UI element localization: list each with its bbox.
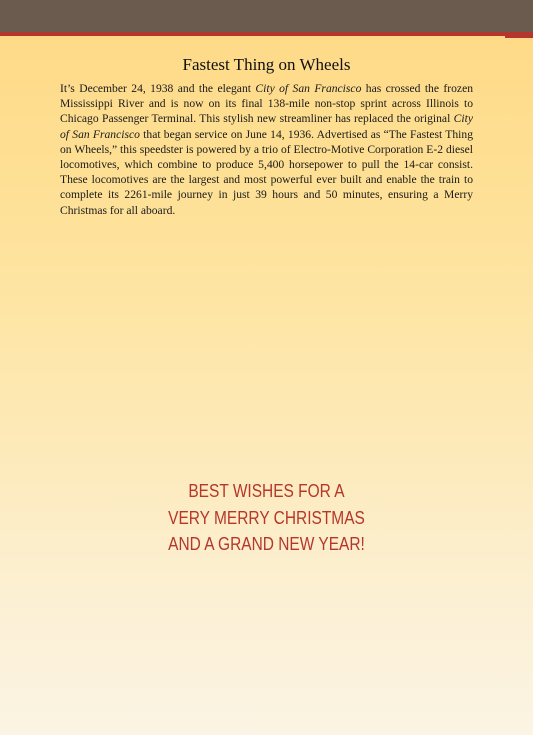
body-paragraph (60, 81, 473, 218)
paragraph-text-part-3: that began service on June 14, 1936. Advertised as “The Fastest Thing on Wheels,” this speedster is powered by a trio of Electro-Motive Corporation E-2 diesel locomotives, which combine to produce 5,400 horsepower to pull the 14-car consist. These locomotives are the largest and most powerful ever built and enable the train to complete its 2261-mile journey in just 39 hours and 50 minutes, ensuring a Merry Christmas for all aboard. (60, 127, 473, 217)
paragraph-text-part-1: It’s December 24, 1938 and the elegant (60, 82, 256, 95)
train-name-italic-2: City of San Francisco (60, 112, 473, 141)
greeting-line-2: VERY MERRY CHRISTMAS (168, 507, 365, 528)
greeting-line-3: AND A GRAND NEW YEAR! (168, 534, 365, 554)
header-red-stripe (0, 32, 533, 36)
train-name-italic-1: City of San Francisco (255, 82, 362, 95)
page-title: Fastest Thing on Wheels (182, 55, 351, 74)
paragraph-text-part-2: has crossed the frozen Mississippi River and is now on its final 138-mile non-stop sprint across Illinois to Chicago Passenger Terminal. This stylish new streamliner has replaced the original (60, 82, 474, 126)
holiday-greeting (37, 478, 495, 558)
greeting-line-1: BEST WISHES FOR A (188, 481, 345, 501)
header-red-stripe-tab (505, 36, 533, 38)
header-bar (0, 0, 533, 32)
